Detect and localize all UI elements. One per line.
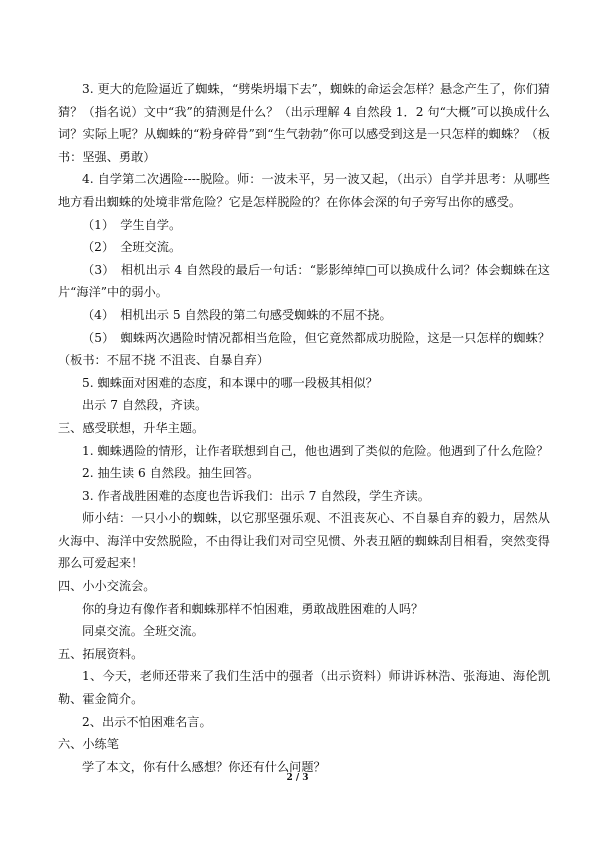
paragraph-section-4-2: 同桌交流。全班交流。	[82, 624, 204, 639]
paragraph-step-4-3: （3） 相机出示 4 自然段的最后一句话：“影影绰绰□可以换成什么词？体会蜘蛛在这片“海洋”中的弱小。	[58, 262, 550, 300]
document-body	[58, 78, 550, 778]
paragraph-step-5: 5. 蜘蛛面对困难的态度，和本课中的哪一段极其相似？	[82, 375, 378, 390]
section-heading-3: 三、感受联想，升华主题。	[58, 420, 205, 435]
paragraph-section-3-2: 2. 抽生读 6 自然段。抽生回答。	[82, 466, 260, 481]
paragraph-section-4-1: 你的身边有像作者和蜘蛛那样不怕困难，勇敢战胜困难的人吗？	[82, 601, 424, 616]
paragraph-step-3: 3. 更大的危险逼近了蜘蛛，“劈柴坍塌下去”，蜘蛛的命运会怎样？悬念产生了，你们猜猜？（指名说）文中“我”的猜测是什么？（出示理解 4 自然段 1．2 句“大概”可以换成什么词？实际上呢？从蜘蛛的“粉身碎骨”到“生气勃勃”你可以感受到这是一只怎样的蜘蛛？（板书：坚强、勇敢）	[58, 82, 550, 164]
paragraph-step-4-1: （1） 学生自学。	[82, 217, 182, 232]
section-heading-5: 五、拓展资料。	[58, 646, 144, 661]
paragraph-section-5-1: 1、今天，老师还带来了我们生活中的强者（出示资料）师讲诉林浩、张海迪、海伦凯勒、霍金简介。	[58, 669, 550, 707]
paragraph-section-6-1: 学了本文，你有什么感想？你还有什么问题？	[82, 759, 326, 774]
paragraph-section-3-1: 1. 蜘蛛遇险的情形，让作者联想到自己，他也遇到了类似的危险。他遇到了什么危险？	[82, 443, 549, 458]
section-heading-6: 六、小练笔	[58, 737, 119, 752]
paragraph-section-3-3: 3. 作者战胜困难的态度也告诉我们：出示 7 自然段，学生齐读。	[82, 488, 430, 503]
paragraph-section-5-2: 2、出示不怕困难名言。	[82, 714, 212, 729]
page-number: 2 / 3	[286, 773, 309, 783]
paragraph-step-4-2: （2） 全班交流。	[82, 240, 182, 255]
paragraph-step-4: 4. 自学第二次遇险----脱险。师：一波未平，另一波又起，（出示）自学并思考：从哪些地方看出蜘蛛的处境非常危险？它是怎样脱险的？在你体会深的句子旁写出你的感受。	[58, 172, 550, 209]
paragraph-step-4-5: （5） 蜘蛛两次遇险时情况都相当危险，但它竟然都成功脱险，这是一只怎样的蜘蛛？（板书：不屈不挠 不沮丧、自暴自弃）	[58, 330, 550, 368]
section-heading-4: 四、小小交流会。	[58, 579, 156, 594]
paragraph-step-5b: 出示 7 自然段，齐读。	[82, 398, 208, 413]
paragraph-step-4-4: （4） 相机出示 5 自然段的第二句感受蜘蛛的不屈不挠。	[82, 307, 392, 322]
paragraph-teacher-summary: 师小结：一只小小的蜘蛛，以它那坚强乐观、不沮丧灰心、不自暴自弃的毅力，居然从火海中、海洋中安然脱险，不由得让我们对司空见惯、外表丑陋的蜘蛛刮目相看，突然变得那么可爱起来！	[58, 511, 550, 571]
